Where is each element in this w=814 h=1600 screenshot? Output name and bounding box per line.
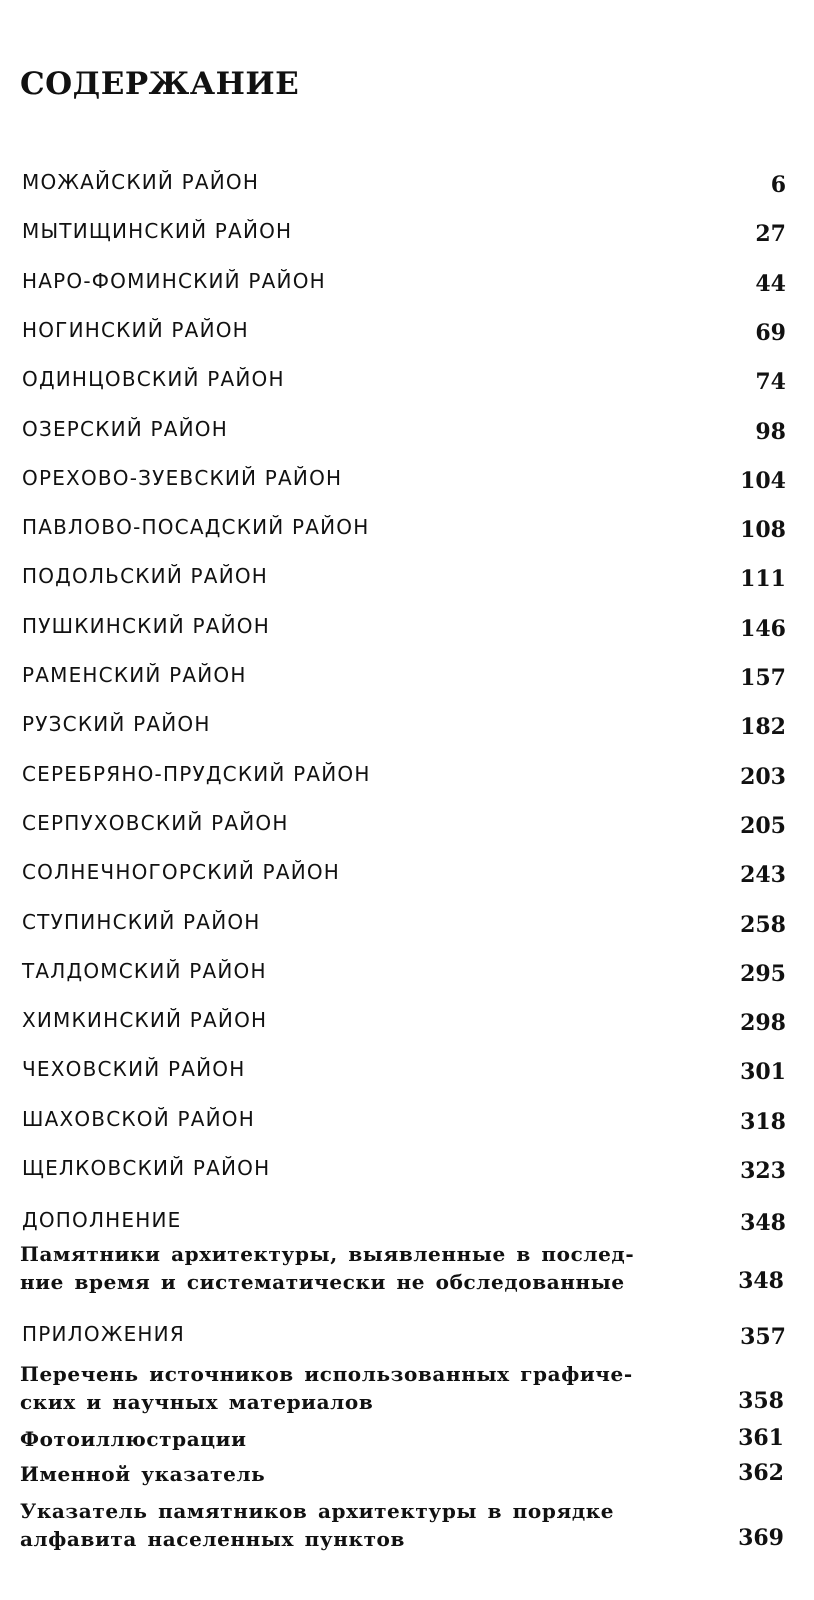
toc-entry-title: МОЖАЙСКИЙ РАЙОН <box>22 170 260 194</box>
toc-entry-page: 298 <box>740 1010 786 1036</box>
toc-entry <box>0 663 814 695</box>
toc-entry-title: СТУПИНСКИЙ РАЙОН <box>22 910 261 934</box>
toc-entry <box>0 910 814 942</box>
toc-entry <box>0 367 814 399</box>
toc-subentry-line: Перечень источников использованных графиче- <box>20 1362 633 1386</box>
toc-subentry-line: ских и научных материалов <box>20 1390 374 1414</box>
toc-entry-page: 243 <box>740 862 786 888</box>
toc-subentry-page: 348 <box>738 1268 784 1294</box>
toc-entry <box>0 1107 814 1139</box>
toc-entry-title: ПАВЛОВО-ПОСАДСКИЙ РАЙОН <box>22 515 370 539</box>
toc-subentry-page: 362 <box>738 1460 784 1486</box>
toc-subentry-title <box>20 1497 710 1553</box>
toc-entry <box>0 515 814 547</box>
toc-subentry-line: алфавита населенных пунктов <box>20 1527 405 1551</box>
toc-entry-page: 69 <box>755 320 786 346</box>
toc-entry-title: РАМЕНСКИЙ РАЙОН <box>22 663 247 687</box>
toc-entry-page: 348 <box>740 1210 786 1236</box>
toc-entry-title: СЕРПУХОВСКИЙ РАЙОН <box>22 811 289 835</box>
toc-entry-title: ОДИНЦОВСКИЙ РАЙОН <box>22 367 285 391</box>
toc-entry-title: ПУШКИНСКИЙ РАЙОН <box>22 614 270 638</box>
toc-entry-page: 146 <box>740 616 786 642</box>
toc-entry <box>0 466 814 498</box>
toc-subentry-line: Указатель памятников архитектуры в порядке <box>20 1499 615 1523</box>
toc-entry <box>0 1008 814 1040</box>
toc-entry-title: СЕРЕБРЯНО-ПРУДСКИЙ РАЙОН <box>22 762 371 786</box>
toc-entry-page: 258 <box>740 912 786 938</box>
toc-entry-page: 44 <box>755 271 786 297</box>
toc-subentry-page: 358 <box>738 1388 784 1414</box>
toc-entry-page: 104 <box>740 468 786 494</box>
toc-subentry-page: 369 <box>738 1525 784 1551</box>
toc-entry-title: НАРО-ФОМИНСКИЙ РАЙОН <box>22 269 326 293</box>
toc-subentry-line: ние время и систематически не обследованные <box>20 1270 625 1294</box>
toc-entry-title: ОРЕХОВО-ЗУЕВСКИЙ РАЙОН <box>22 466 343 490</box>
toc-entry <box>0 219 814 251</box>
toc-entry-page: 157 <box>740 665 786 691</box>
toc-entry <box>0 1156 814 1188</box>
toc-entry-title: ШАХОВСКОЙ РАЙОН <box>22 1107 255 1131</box>
toc-entry <box>0 564 814 596</box>
toc-entry <box>0 318 814 350</box>
toc-entry-page: 295 <box>740 961 786 987</box>
toc-entry-title: ЧЕХОВСКИЙ РАЙОН <box>22 1057 246 1081</box>
toc-entry-title: ХИМКИНСКИЙ РАЙОН <box>22 1008 268 1032</box>
toc-entry-page: 98 <box>755 419 786 445</box>
toc-entry-page: 74 <box>755 369 786 395</box>
toc-entry <box>0 712 814 744</box>
toc-entry-title: МЫТИЩИНСКИЙ РАЙОН <box>22 219 293 243</box>
toc-entry <box>0 860 814 892</box>
toc-entry-page: 6 <box>770 172 786 198</box>
toc-entry <box>0 1057 814 1089</box>
toc-entry <box>0 417 814 449</box>
toc-entry-page: 182 <box>740 714 786 740</box>
toc-entry-page: 301 <box>740 1059 786 1085</box>
toc-subentry-line: Именной указатель <box>20 1462 266 1486</box>
toc-entry <box>0 170 814 202</box>
toc-entry-title: СОЛНЕЧНОГОРСКИЙ РАЙОН <box>22 860 341 884</box>
toc-entry-title: ПОДОЛЬСКИЙ РАЙОН <box>22 564 269 588</box>
toc-entry-page: 203 <box>740 764 786 790</box>
toc-entry <box>0 1322 814 1354</box>
toc-subentry-title <box>20 1240 710 1296</box>
toc-entry-page: 205 <box>740 813 786 839</box>
toc-subentry-page: 361 <box>738 1425 784 1451</box>
toc-subentry-title <box>20 1460 710 1488</box>
toc-entry-page: 111 <box>740 566 786 592</box>
toc-subentry-title <box>20 1360 710 1416</box>
toc-subentry-line: Памятники архитектуры, выявленные в послед- <box>20 1242 635 1266</box>
toc-entry-title: ПРИЛОЖЕНИЯ <box>22 1322 185 1346</box>
toc-entry-title: РУЗСКИЙ РАЙОН <box>22 712 211 736</box>
toc-subentry-line: Фотоиллюстрации <box>20 1427 247 1451</box>
toc-subentry-title <box>20 1425 710 1453</box>
toc-entry <box>0 1208 814 1240</box>
toc-entry <box>0 959 814 991</box>
toc-entry-title: ЩЕЛКОВСКИЙ РАЙОН <box>22 1156 271 1180</box>
toc-entry <box>0 811 814 843</box>
toc-entry-page: 357 <box>740 1324 786 1350</box>
toc-entry <box>0 269 814 301</box>
page-title: СОДЕРЖАНИЕ <box>20 66 300 102</box>
toc-entry-title: НОГИНСКИЙ РАЙОН <box>22 318 249 342</box>
toc-entry-page: 318 <box>740 1109 786 1135</box>
toc-entry <box>0 762 814 794</box>
toc-entry-title: ТАЛДОМСКИЙ РАЙОН <box>22 959 267 983</box>
toc-entry-title: ДОПОЛНЕНИЕ <box>22 1208 182 1232</box>
toc-entry-title: ОЗЕРСКИЙ РАЙОН <box>22 417 228 441</box>
toc-entry-page: 27 <box>755 221 786 247</box>
toc-entry-page: 323 <box>740 1158 786 1184</box>
toc-entry-page: 108 <box>740 517 786 543</box>
toc-entry <box>0 614 814 646</box>
